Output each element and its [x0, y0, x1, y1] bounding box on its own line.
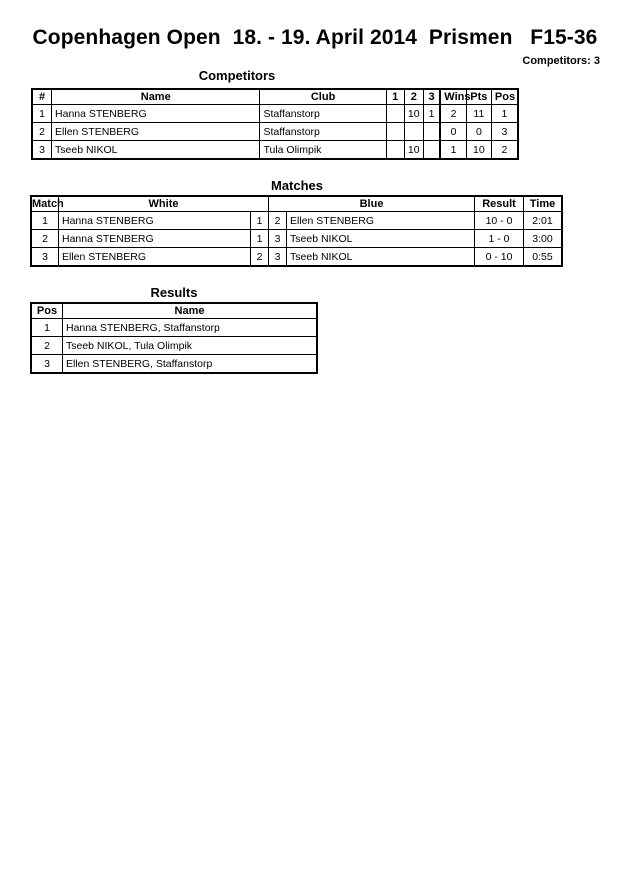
- matches-header-row: [32, 197, 562, 212]
- result-pos: 2: [32, 337, 63, 355]
- competitors-count: Competitors: 3: [522, 55, 600, 67]
- table-row: [33, 123, 518, 141]
- white-competitor-num: 1: [251, 230, 269, 248]
- score-vs-1: [386, 123, 404, 141]
- col-header-time: Time: [524, 197, 562, 212]
- competitor-name: Hanna STENBERG: [52, 105, 260, 123]
- col-header-1: 1: [386, 90, 404, 105]
- competitor-club: Tula Olimpik: [260, 141, 386, 159]
- competitor-pos: 3: [491, 123, 517, 141]
- match-result: 10 - 0: [475, 212, 524, 230]
- competitors-section-title: Competitors: [198, 68, 276, 83]
- col-header-name: Name: [63, 304, 317, 319]
- score-vs-3: [423, 141, 440, 159]
- col-header-result: Result: [475, 197, 524, 212]
- match-time: 2:01: [524, 212, 562, 230]
- competitor-wins: 1: [440, 141, 466, 159]
- result-pos: 3: [32, 355, 63, 373]
- results-table: [31, 303, 317, 373]
- col-header-pts: Pts: [466, 90, 491, 105]
- score-vs-2: 10: [404, 141, 423, 159]
- blue-competitor-name: Ellen STENBERG: [287, 212, 475, 230]
- result-name: Tseeb NIKOL, Tula Olimpik: [63, 337, 317, 355]
- col-header-club: Club: [260, 90, 386, 105]
- score-vs-3: [423, 123, 440, 141]
- table-row: [32, 230, 562, 248]
- table-row: [32, 355, 317, 373]
- competitor-club: Staffanstorp: [260, 105, 386, 123]
- competitor-pts: 10: [466, 141, 491, 159]
- table-row: [32, 337, 317, 355]
- match-number: 1: [32, 212, 59, 230]
- competitor-wins: 0: [440, 123, 466, 141]
- matches-table: [31, 196, 562, 266]
- col-header-3: 3: [423, 90, 440, 105]
- col-header-pos: Pos: [32, 304, 63, 319]
- white-competitor-num: 1: [251, 212, 269, 230]
- blue-competitor-num: 2: [269, 212, 287, 230]
- col-header-num: #: [33, 90, 52, 105]
- score-vs-1: [386, 105, 404, 123]
- score-vs-3: 1: [423, 105, 440, 123]
- white-competitor-name: Ellen STENBERG: [59, 248, 251, 266]
- match-number: 3: [32, 248, 59, 266]
- match-time: 3:00: [524, 230, 562, 248]
- blue-competitor-name: Tseeb NIKOL: [287, 248, 475, 266]
- competitor-pos: 2: [491, 141, 517, 159]
- competitor-num: 2: [33, 123, 52, 141]
- match-number: 2: [32, 230, 59, 248]
- competitors-header-row: [33, 90, 518, 105]
- results-section-title: Results: [150, 285, 198, 300]
- matches-section-title: Matches: [270, 178, 324, 193]
- table-row: [32, 319, 317, 337]
- competitor-name: Ellen STENBERG: [52, 123, 260, 141]
- competitor-pos: 1: [491, 105, 517, 123]
- blue-competitor-num: 3: [269, 248, 287, 266]
- white-competitor-num: 2: [251, 248, 269, 266]
- col-header-name: Name: [52, 90, 260, 105]
- score-vs-2: 10: [404, 105, 423, 123]
- competitors-table: [32, 89, 518, 159]
- competitor-pts: 11: [466, 105, 491, 123]
- competitor-num: 1: [33, 105, 52, 123]
- col-header-wins: Wins: [440, 90, 466, 105]
- match-time: 0:55: [524, 248, 562, 266]
- match-result: 1 - 0: [475, 230, 524, 248]
- table-row: [32, 248, 562, 266]
- match-result: 0 - 10: [475, 248, 524, 266]
- score-vs-2: [404, 123, 423, 141]
- col-header-blue: Blue: [269, 197, 475, 212]
- col-header-pos: Pos: [491, 90, 517, 105]
- white-competitor-name: Hanna STENBERG: [59, 230, 251, 248]
- white-competitor-name: Hanna STENBERG: [59, 212, 251, 230]
- col-header-match: Match: [32, 198, 64, 210]
- blue-competitor-name: Tseeb NIKOL: [287, 230, 475, 248]
- page-title: Copenhagen Open 18. - 19. April 2014 Prismen F15-36: [32, 26, 598, 49]
- result-pos: 1: [32, 319, 63, 337]
- competitor-pts: 0: [466, 123, 491, 141]
- competitor-num: 3: [33, 141, 52, 159]
- result-name: Hanna STENBERG, Staffanstorp: [63, 319, 317, 337]
- table-row: [33, 141, 518, 159]
- blue-competitor-num: 3: [269, 230, 287, 248]
- table-row: [32, 212, 562, 230]
- competitor-name: Tseeb NIKOL: [52, 141, 260, 159]
- competitor-wins: 2: [440, 105, 466, 123]
- col-header-white: White: [59, 197, 269, 212]
- col-header-2: 2: [404, 90, 423, 105]
- result-name: Ellen STENBERG, Staffanstorp: [63, 355, 317, 373]
- table-row: [33, 105, 518, 123]
- results-header-row: [32, 304, 317, 319]
- score-vs-1: [386, 141, 404, 159]
- competitor-club: Staffanstorp: [260, 123, 386, 141]
